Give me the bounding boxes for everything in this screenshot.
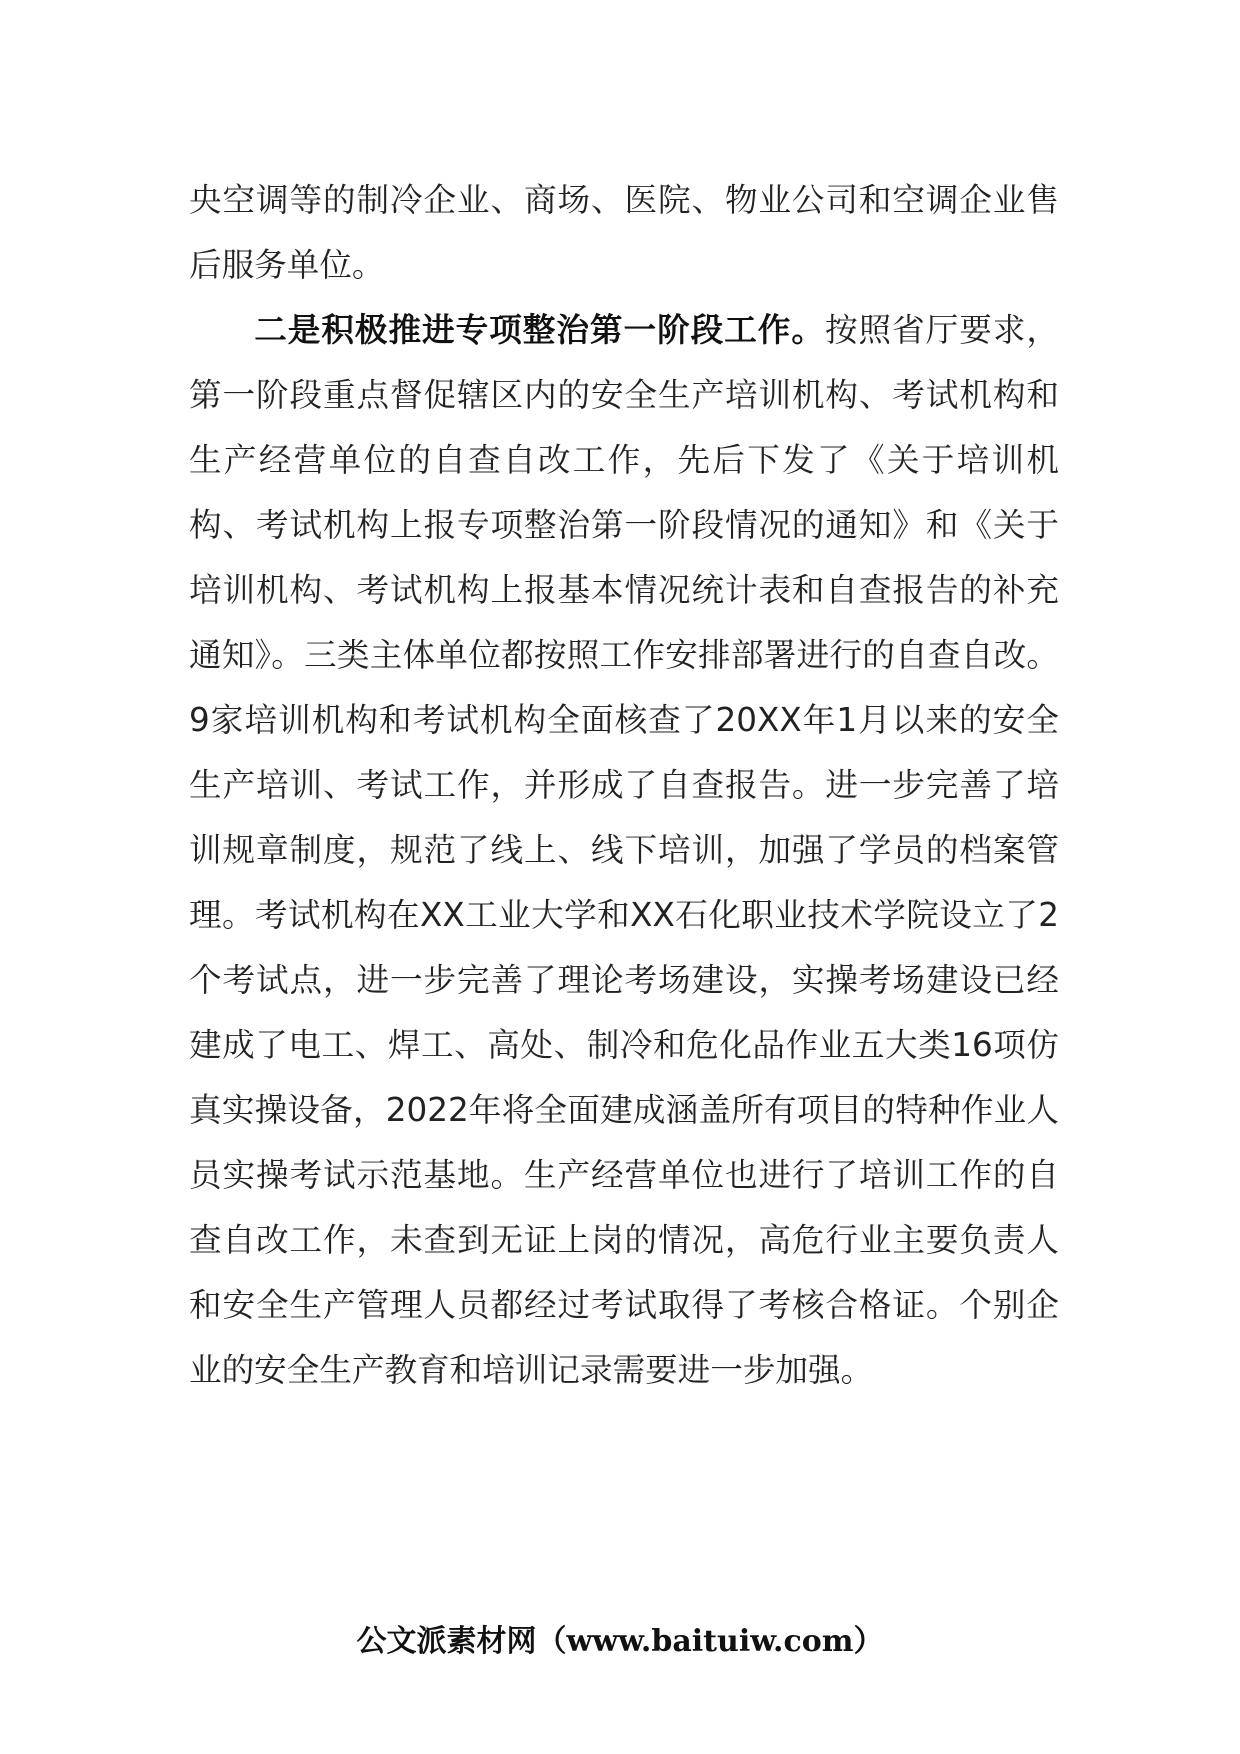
paragraph-continuation: 央空调等的制冷企业、商场、医院、物业公司和空调企业售后服务单位。 — [189, 181, 1059, 284]
paragraph-lead-heading: 二是积极推进专项整治第一阶段工作。 — [254, 311, 825, 349]
paragraph-stage-one — [189, 298, 1059, 1403]
footer-watermark: 公文派素材网（www.baituiw.com） — [356, 1624, 884, 1659]
paragraph-body-text: 按照省厅要求，第一阶段重点督促辖区内的安全生产培训机构、考试机构和生产经营单位的自查自改工作，先后下发了《关于培训机构、考试机构上报专项整治第一阶段情况的通知》和《关于培训机构、考试机构上报基本情况统计表和自查报告的补充通知》。三类主体单位都按照工作安排部署进行的自查自改。9家培训机构和考试机构全面核查了20XX年1月以来的安全生产培训、考试工作，并形成了自查报告。进一步完善了培训规章制度，规范了线上、线下培训，加强了学员的档案管理。考试机构在XX工业大学和XX石化职业技术学院设立了2个考试点，进一步完善了理论考场建设，实操考场建设已经建成了电工、焊工、高处、制冷和危化品作业五大类16项仿真实操设备，2022年将全面建成涵盖所有项目的特种作业人员实操考试示范基地。生产经营单位也进行了培训工作的自查自改工作，未查到无证上岗的情况，高危行业主要负责人和安全生产管理人员都经过考试取得了考核合格证。个别企业的安全生产教育和培训记录需要进一步加强。 — [189, 311, 1059, 1389]
document-body — [189, 168, 1059, 1403]
